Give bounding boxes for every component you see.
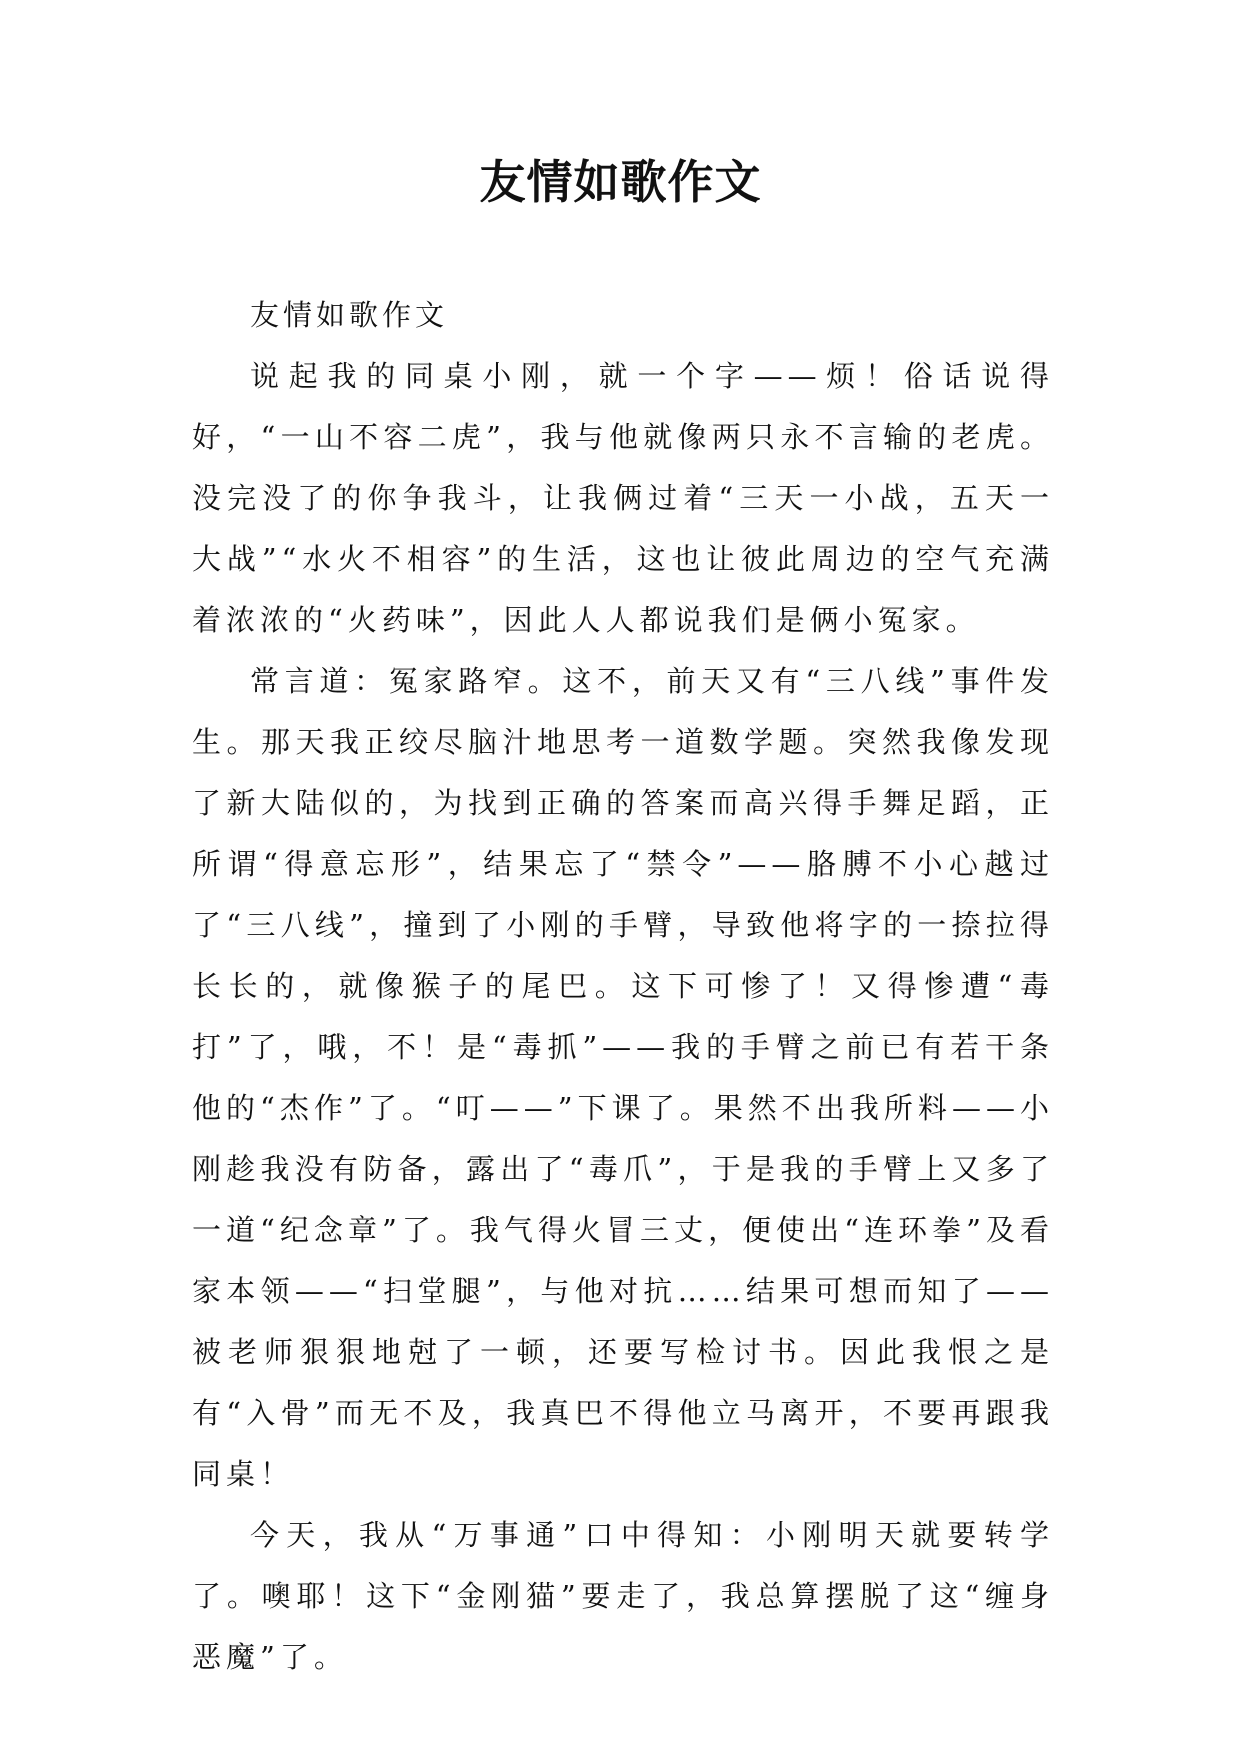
subtitle-paragraph: 友情如歌作文 (250, 298, 449, 332)
body-paragraph: 常言道：冤家路窄。这不，前天又有“三八线”事件发生。那天我正绞尽脑汁地思考一道数学题。突然我像发现了新大陆似的，为找到正确的答案而高兴得手舞足蹈，正所谓“得意忘形”，结果忘了“禁令”——胳膊不小心越过了“三八线”，撞到了小刚的手臂，导致他将字的一捺拉得长长的，就像猴子的尾巴。这下可惨了！又得惨遭“毒打”了，哦，不！是“毒抓”——我的手臂之前已有若干条他的“杰作”了。“叮——”下课了。果然不出我所料——小刚趁我没有防备，露出了“毒爪”，于是我的手臂上又多了一道“纪念章”了。我气得火冒三丈，便使出“连环拳”及看家本领——“扫堂腿”，与他对抗……结果可想而知了——被老师狠狠地尅了一顿，还要写检讨书。因此我恨之是有“入骨”而无不及，我真巴不得他立马离开，不要再跟我同桌！ (192, 664, 1054, 1491)
body-paragraph: 今天，我从“万事通”口中得知：小刚明天就要转学了。噢耶！这下“金刚猫”要走了，我总算摆脱了这“缠身恶魔”了。 (192, 1518, 1054, 1674)
document-title: 友情如歌作文 (479, 155, 762, 209)
body-paragraph: 说起我的同桌小刚，就一个字——烦！俗话说得好，“一山不容二虎”，我与他就像两只永不言输的老虎。没完没了的你争我斗，让我俩过着“三天一小战，五天一大战”“水火不相容”的生活，这也让彼此周边的空气充满着浓浓的“火药味”，因此人人都说我们是俩小冤家。 (192, 359, 1054, 637)
document-body (192, 285, 1054, 1688)
